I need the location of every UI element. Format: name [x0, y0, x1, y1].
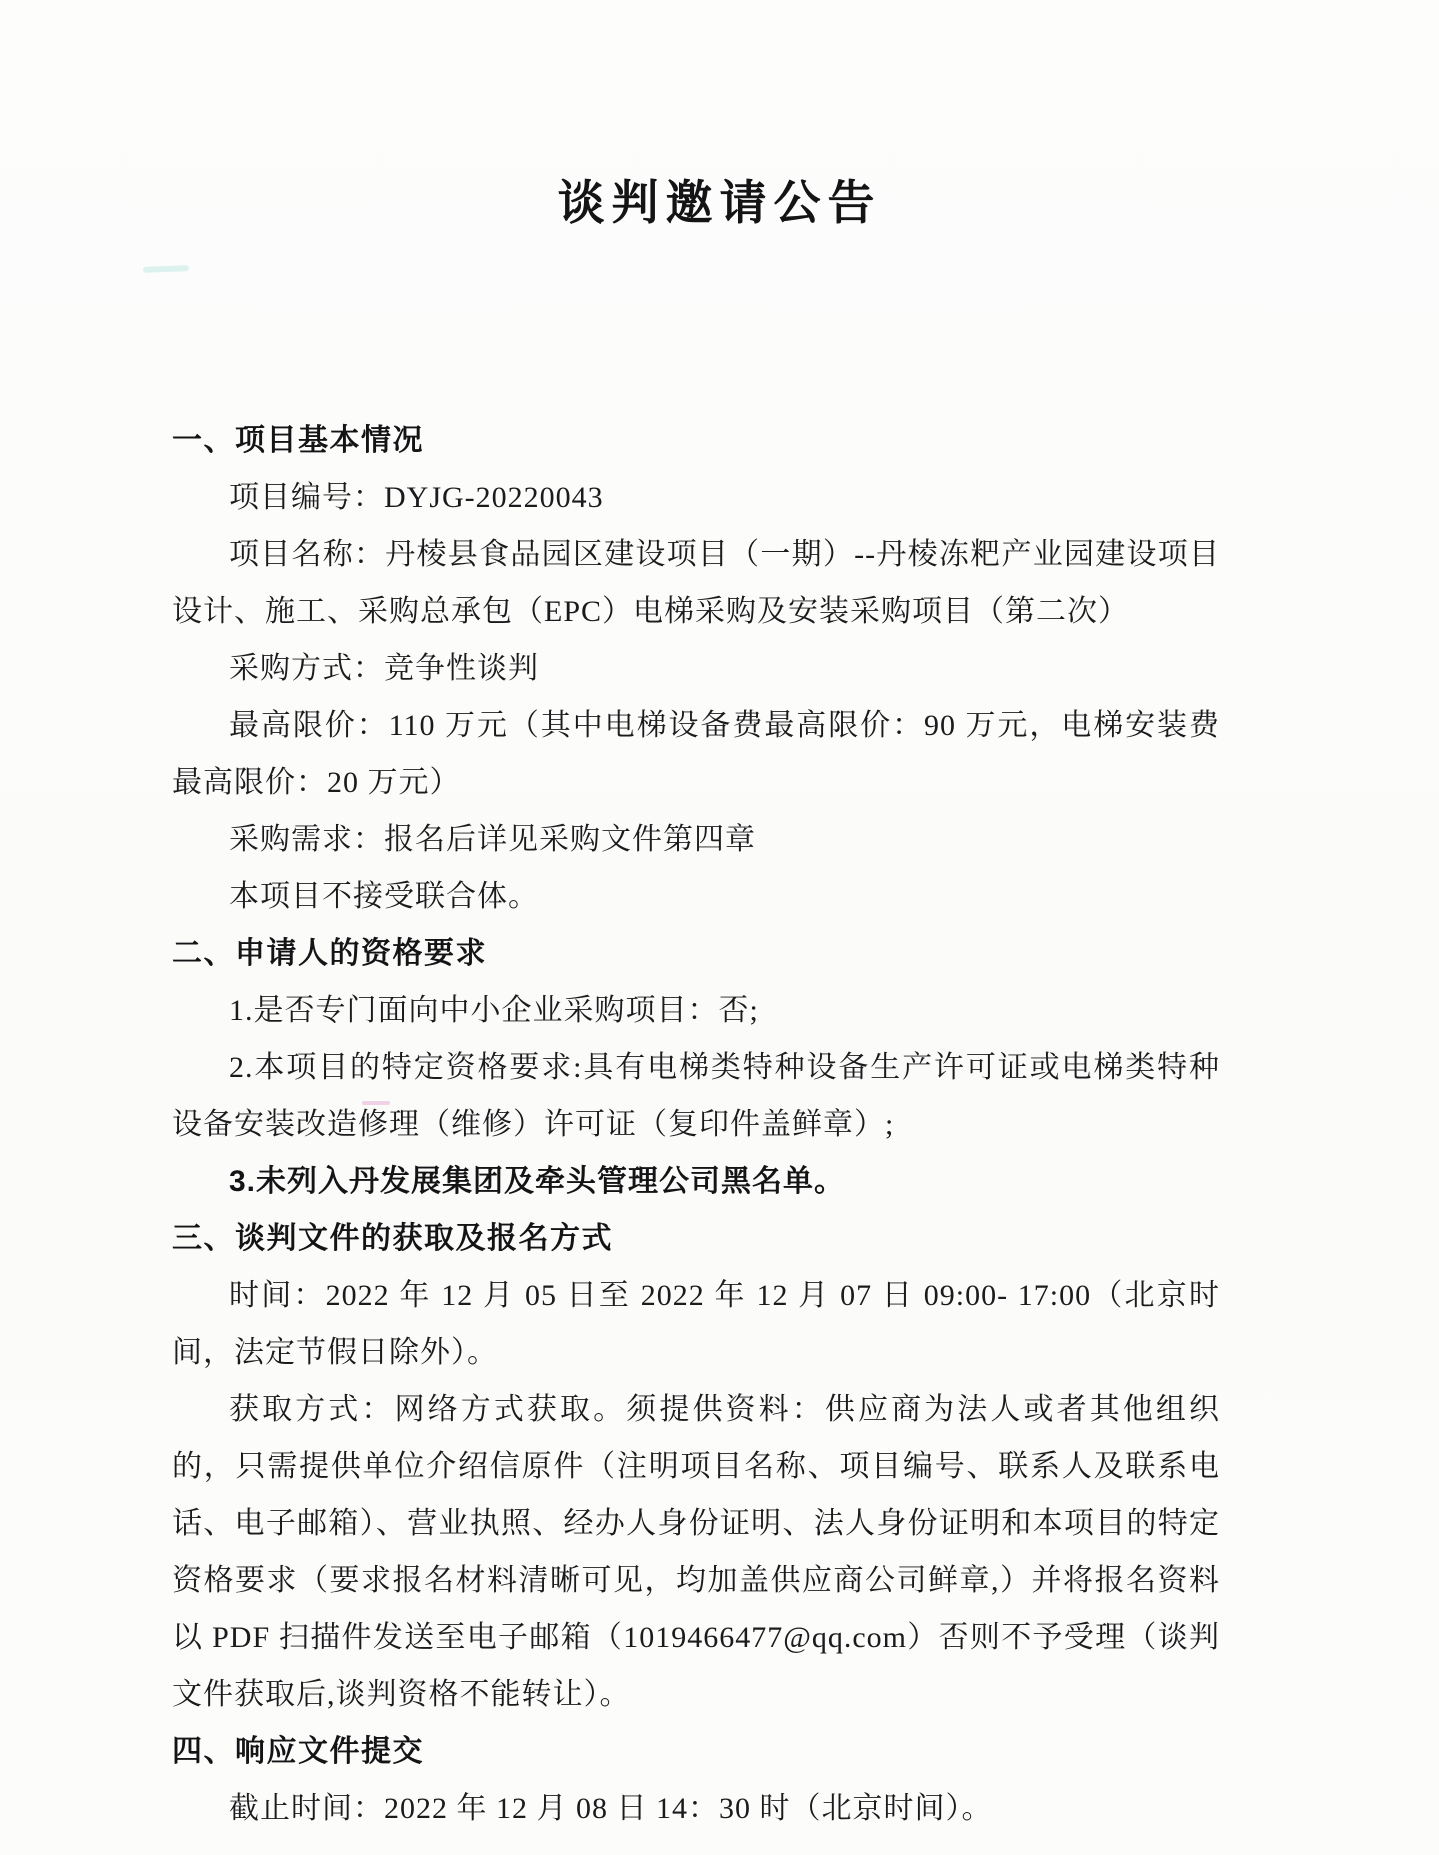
- procurement-demand-line: 采购需求：报名后详见采购文件第四章: [229, 823, 756, 856]
- procurement-method-line: 采购方式：竞争性谈判: [229, 652, 539, 685]
- document-title: 谈判邀请公告: [557, 178, 882, 230]
- scan-artifact-pink: [362, 1101, 390, 1105]
- scan-artifact-cyan: [143, 265, 189, 273]
- section-heading-project-info: 一、项目基本情况: [172, 424, 424, 457]
- max-price-line: 最高限价：110 万元（其中电梯设备费最高限价：90 万元，电梯安装费最高限价：20 万元）: [172, 709, 1220, 799]
- section-heading-applicant-qualifications: 二、申请人的资格要求: [172, 937, 487, 970]
- submission-deadline-line: 截止时间：2022 年 12 月 08 日 14：30 时（北京时间）。: [229, 1792, 993, 1825]
- blacklist-item: 3.未列入丹发展集团及牵头管理公司黑名单。: [229, 1165, 846, 1198]
- document-body: [172, 412, 1220, 1837]
- project-number-line: 项目编号：DYJG-20220043: [229, 481, 604, 514]
- project-name-line: 项目名称：丹棱县食品园区建设项目（一期）--丹棱冻粑产业园建设项目设计、施工、采购总承包（EPC）电梯采购及安装采购项目（第二次）: [172, 538, 1220, 628]
- section-heading-response-submission: 四、响应文件提交: [172, 1735, 424, 1768]
- specific-qualification-item: 2.本项目的特定资格要求:具有电梯类特种设备生产许可证或电梯类特种设备安装改造修理（维修）许可证（复印件盖鲜章）;: [172, 1051, 1220, 1141]
- no-consortium-line: 本项目不接受联合体。: [229, 880, 539, 913]
- acquisition-time-line: 时间：2022 年 12 月 05 日至 2022 年 12 月 07 日 09:00- 17:00（北京时间，法定节假日除外）。: [172, 1279, 1220, 1369]
- acquisition-method-paragraph: 获取方式：网络方式获取。须提供资料：供应商为法人或者其他组织的，只需提供单位介绍信原件（注明项目名称、项目编号、联系人及联系电话、电子邮箱）、营业执照、经办人身份证明、法人身份证明和本项目的特定资格要求（要求报名材料清晰可见，均加盖供应商公司鲜章,）并将报名资料以 PDF 扫描件发送至电子邮箱（1019466477@qq.com）否则不予受理（谈判文件获取后,谈判资格不能转让）。: [172, 1393, 1220, 1711]
- smes-item: 1.是否专门面向中小企业采购项目：否;: [229, 994, 759, 1027]
- section-heading-document-acquisition: 三、谈判文件的获取及报名方式: [172, 1222, 613, 1255]
